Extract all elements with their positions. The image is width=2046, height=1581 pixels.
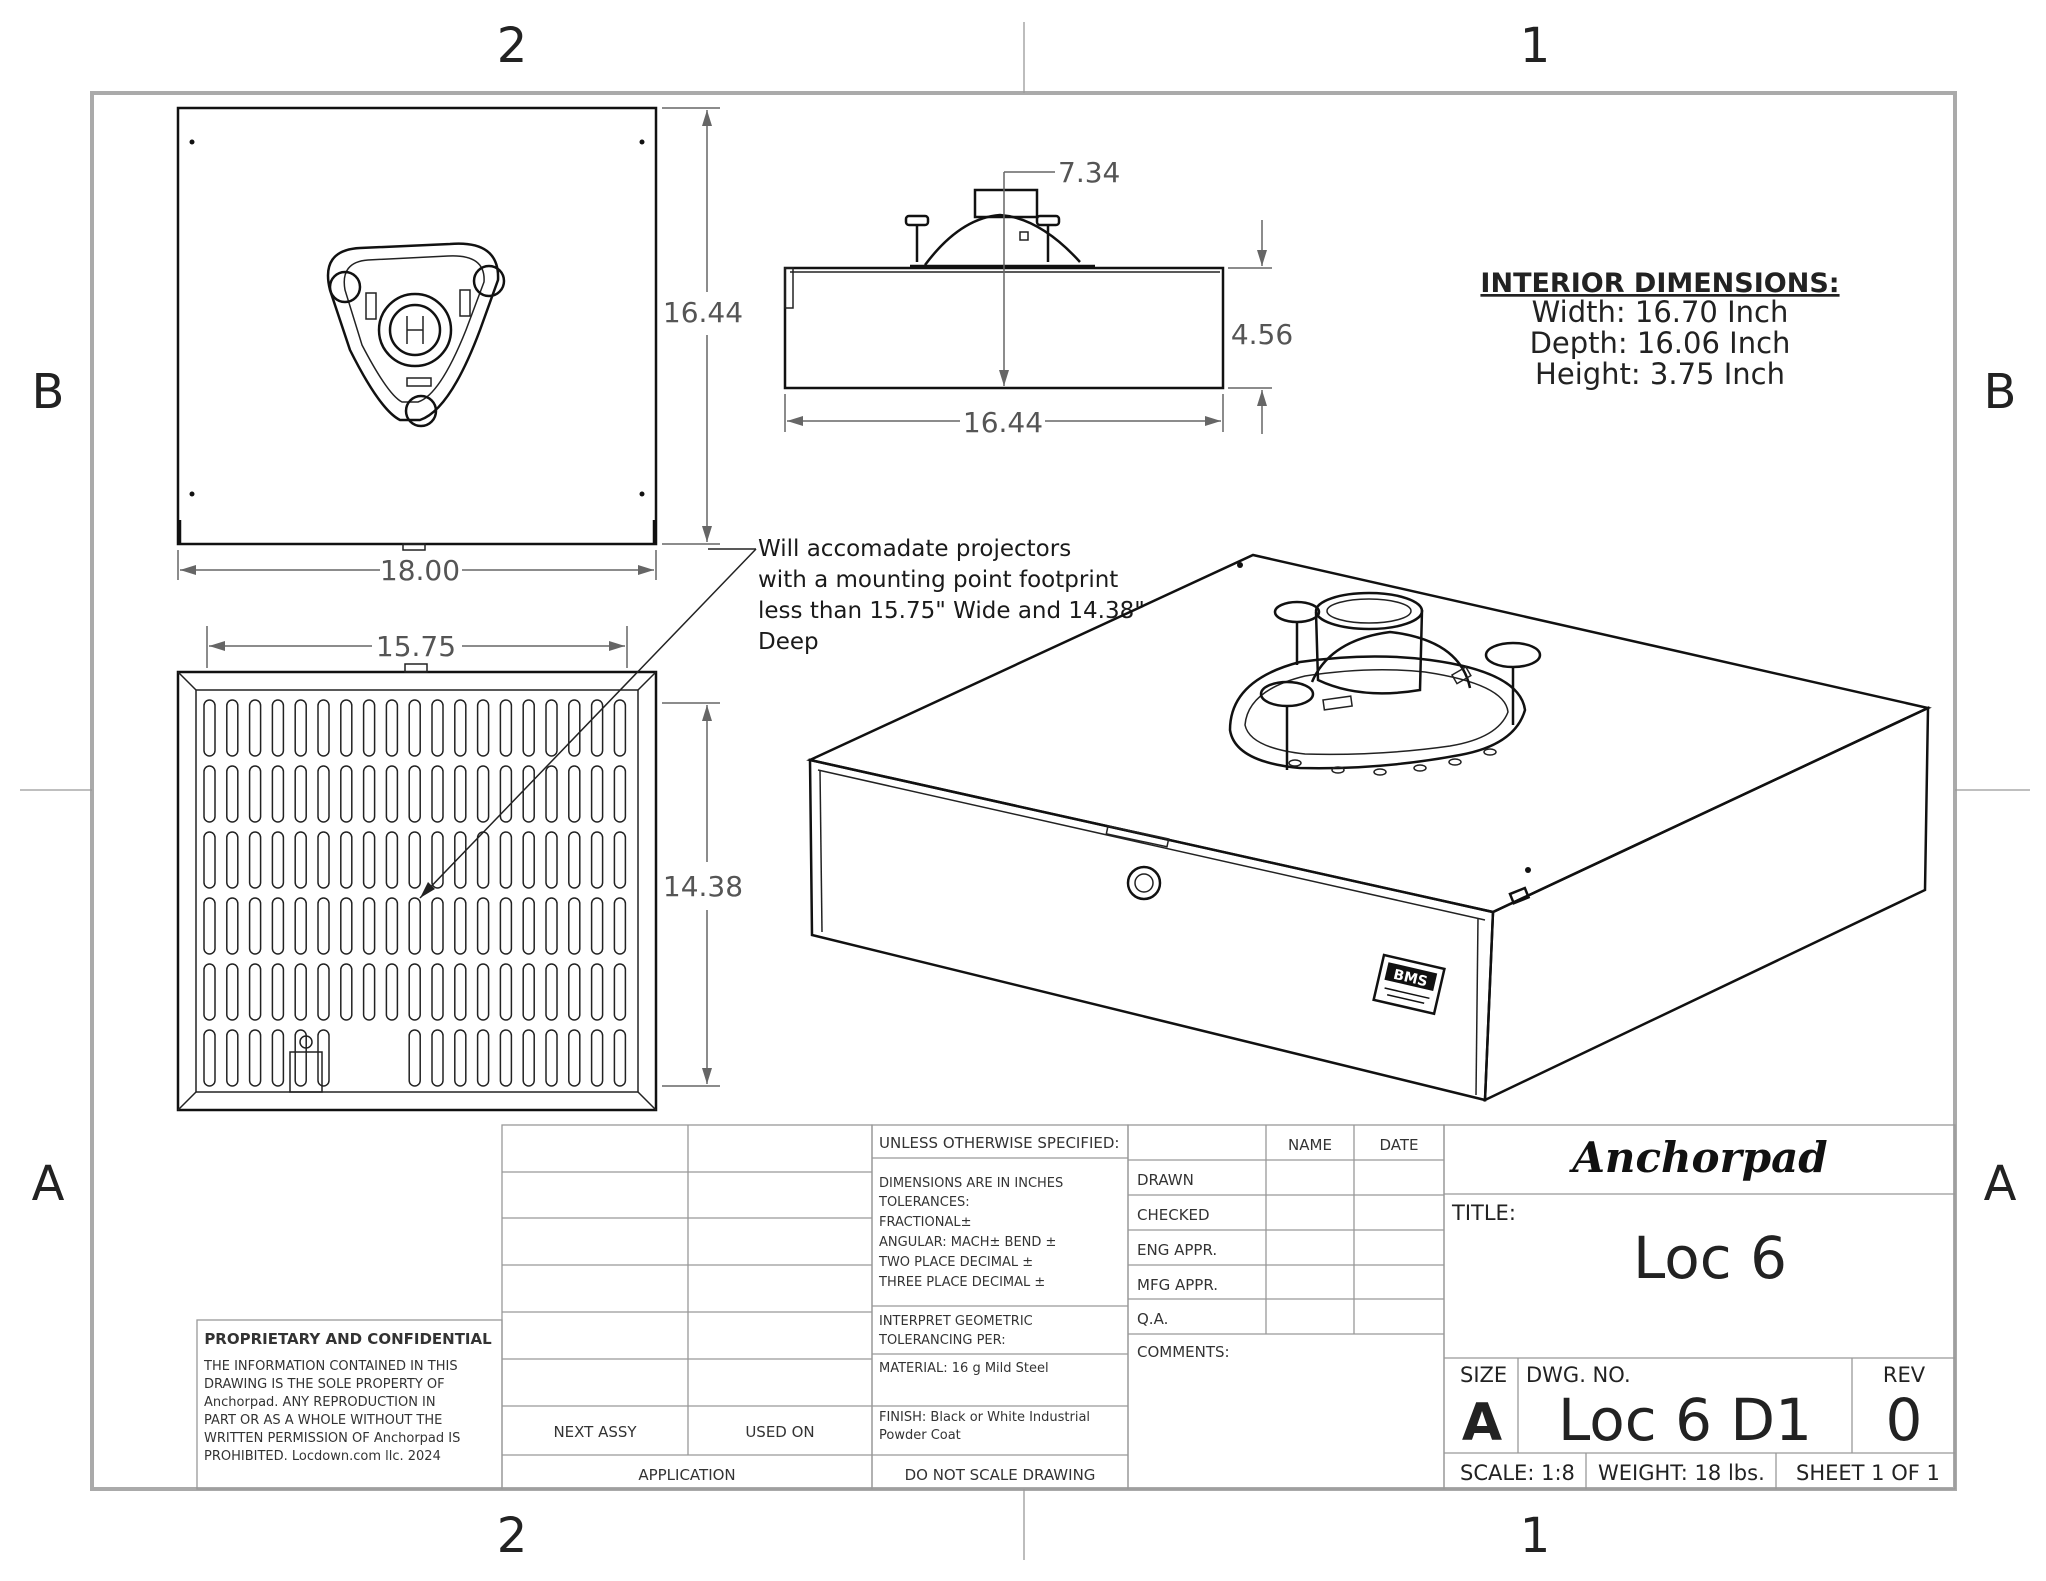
zone-label-right-b: B (1983, 364, 2017, 420)
vent-slot (227, 964, 238, 1020)
vent-slot (272, 766, 283, 822)
title-label: TITLE: (1452, 1201, 1516, 1225)
bottom-view (178, 664, 656, 1110)
vent-slot (500, 898, 511, 954)
vent-slot (204, 832, 215, 888)
spec-line-4: ANGULAR: MACH± BEND ± (879, 1235, 1057, 1250)
vent-slot (569, 898, 580, 954)
vent-slot (432, 964, 443, 1020)
zone-label-left-b: B (31, 364, 65, 420)
approvals-date-header: DATE (1379, 1136, 1419, 1154)
vent-slot (227, 700, 238, 756)
vent-slot (386, 766, 397, 822)
dim-top-view-width: 18.00 (379, 554, 461, 587)
projector-callout (420, 536, 1145, 898)
vent-slot (478, 700, 489, 756)
vent-slot (546, 1030, 557, 1086)
vent-slot (409, 964, 420, 1020)
vent-slot (569, 832, 580, 888)
vent-slot (432, 700, 443, 756)
vent-slot (341, 700, 352, 756)
approval-drawn: DRAWN (1137, 1171, 1194, 1189)
proprietary-heading: PROPRIETARY AND CONFIDENTIAL (204, 1330, 492, 1348)
vent-slot (295, 898, 306, 954)
vent-slot (364, 700, 375, 756)
vent-slot (341, 898, 352, 954)
vent-slot (204, 700, 215, 756)
vent-slot (364, 898, 375, 954)
zone-label-right-a: A (1983, 1156, 2017, 1212)
vent-slot (455, 898, 466, 954)
vent-slot (227, 832, 238, 888)
vent-slot (318, 700, 329, 756)
vent-slot (341, 832, 352, 888)
approval-qa: Q.A. (1137, 1310, 1169, 1328)
vent-slot (546, 700, 557, 756)
vent-slot (569, 766, 580, 822)
vent-slot (409, 1030, 420, 1086)
approval-checked: CHECKED (1137, 1206, 1210, 1224)
dwg-no-value: Loc 6 D1 (1557, 1386, 1813, 1454)
spec-line-1: DIMENSIONS ARE IN INCHES (879, 1176, 1064, 1191)
vent-slot (318, 964, 329, 1020)
vent-slot (523, 964, 534, 1020)
rev-label: REV (1882, 1363, 1926, 1387)
proprietary-line-2: DRAWING IS THE SOLE PROPERTY OF (204, 1377, 445, 1392)
company-logo: Anchorpad (1572, 1133, 1828, 1182)
vent-slot (478, 964, 489, 1020)
finish-line-1: FINISH: Black or White Industrial (879, 1410, 1091, 1425)
vent-slot (500, 832, 511, 888)
interior-heading: INTERIOR DIMENSIONS: (1480, 268, 1840, 299)
vent-slot (386, 964, 397, 1020)
interior-width: Width: 16.70 Inch (1531, 295, 1789, 329)
vent-slot (523, 1030, 534, 1086)
vent-slot (386, 898, 397, 954)
vent-slot (614, 898, 625, 954)
rev-value: 0 (1885, 1386, 1923, 1454)
interior-depth: Depth: 16.06 Inch (1529, 326, 1791, 360)
vent-slot (318, 1030, 329, 1086)
proprietary-line-5: WRITTEN PERMISSION OF Anchorpad IS (204, 1431, 461, 1446)
vent-slot (592, 832, 603, 888)
vent-slot (592, 964, 603, 1020)
dim-side-view-height: 4.56 (1230, 318, 1294, 351)
vent-slot (295, 766, 306, 822)
vent-slot (409, 766, 420, 822)
next-assy-label: NEXT ASSY (553, 1423, 637, 1441)
vent-slot (272, 964, 283, 1020)
vent-slot (455, 766, 466, 822)
vent-slot (250, 700, 261, 756)
vent-slot (523, 766, 534, 822)
vent-slot (364, 766, 375, 822)
vent-slot (500, 1030, 511, 1086)
vent-slot (295, 964, 306, 1020)
approval-mfg: MFG APPR. (1137, 1276, 1218, 1294)
vent-slot (295, 832, 306, 888)
vent-slot (204, 766, 215, 822)
vent-slot (455, 1030, 466, 1086)
dim-side-view-mount: 7.34 (1058, 156, 1121, 189)
side-view-dimensions (785, 172, 1272, 434)
vent-slot (455, 964, 466, 1020)
vent-slot (227, 898, 238, 954)
vent-slot (227, 1030, 238, 1086)
vent-slot (204, 1030, 215, 1086)
vent-slot (250, 832, 261, 888)
material-label: MATERIAL: 16 g Mild Steel (879, 1361, 1049, 1376)
vent-slot (409, 898, 420, 954)
zone-label-left-a: A (31, 1156, 65, 1212)
vent-slot (272, 1030, 283, 1086)
proprietary-line-6: PROHIBITED. Locdown.com llc. 2024 (204, 1449, 441, 1464)
vent-slot (614, 766, 625, 822)
vent-slot (204, 964, 215, 1020)
vent-slot (614, 964, 625, 1020)
callout-line-4: Deep (758, 629, 819, 655)
dim-top-view-depth: 16.44 (662, 296, 744, 329)
vent-slot (250, 766, 261, 822)
callout-line-1: Will accomadate projectors (758, 536, 1072, 562)
application-label: APPLICATION (638, 1466, 736, 1484)
dim-bottom-view-width: 15.75 (375, 630, 457, 663)
drawing-title: Loc 6 (1632, 1224, 1788, 1292)
finish-line-2: Powder Coat (879, 1428, 961, 1443)
size-value: A (1461, 1393, 1503, 1453)
vent-slot (250, 964, 261, 1020)
vent-slot (478, 1030, 489, 1086)
zone-label-bottom-1: 1 (1519, 1508, 1551, 1564)
zone-label-top-1: 1 (1519, 18, 1551, 74)
vent-slot (318, 832, 329, 888)
vent-slot (500, 700, 511, 756)
spec-line-3: FRACTIONAL± (879, 1215, 972, 1230)
vent-slots (204, 700, 625, 1086)
vent-slot (318, 766, 329, 822)
vent-slot (318, 898, 329, 954)
vent-slot (569, 700, 580, 756)
vent-slot (272, 700, 283, 756)
approval-eng: ENG APPR. (1137, 1241, 1218, 1259)
vent-slot (523, 898, 534, 954)
zone-label-top-2: 2 (496, 18, 528, 74)
unless-specified: UNLESS OTHERWISE SPECIFIED: (879, 1134, 1120, 1152)
approvals-name-header: NAME (1288, 1136, 1332, 1154)
vent-slot (432, 766, 443, 822)
vent-slot (341, 964, 352, 1020)
vent-slot (523, 832, 534, 888)
vent-slot (272, 832, 283, 888)
zone-label-bottom-2: 2 (496, 1508, 528, 1564)
badge-label: BMS (1391, 966, 1430, 991)
vent-slot (592, 766, 603, 822)
vent-slot (272, 898, 283, 954)
vent-slot (569, 1030, 580, 1086)
proprietary-line-4: PART OR AS A WHOLE WITHOUT THE (204, 1413, 443, 1428)
vent-slot (614, 700, 625, 756)
vent-slot (592, 700, 603, 756)
vent-slot (478, 898, 489, 954)
vent-slot (614, 1030, 625, 1086)
interpret-line-2: TOLERANCING PER: (879, 1333, 1006, 1348)
isometric-view (810, 555, 1928, 1100)
vent-slot (478, 832, 489, 888)
proprietary-line-3: Anchorpad. ANY REPRODUCTION IN (204, 1395, 436, 1410)
interpret-line-1: INTERPRET GEOMETRIC (879, 1314, 1033, 1329)
size-label: SIZE (1460, 1363, 1508, 1387)
sheet-label: SHEET 1 OF 1 (1796, 1461, 1940, 1485)
vent-slot (204, 898, 215, 954)
vent-slot (409, 700, 420, 756)
vent-slot (478, 766, 489, 822)
vent-slot (592, 1030, 603, 1086)
vent-slot (432, 898, 443, 954)
vent-slot (546, 964, 557, 1020)
vent-slot (250, 1030, 261, 1086)
vent-slot (592, 898, 603, 954)
vent-slot (386, 832, 397, 888)
dwg-no-label: DWG. NO. (1526, 1363, 1631, 1387)
interior-dimensions-note (1480, 268, 1839, 391)
spec-line-6: THREE PLACE DECIMAL ± (879, 1275, 1046, 1290)
vent-slot (386, 700, 397, 756)
vent-slot (500, 964, 511, 1020)
dim-side-view-width: 16.44 (962, 406, 1044, 439)
vent-slot (614, 832, 625, 888)
vent-slot (409, 832, 420, 888)
vent-slot (364, 964, 375, 1020)
weight-label: WEIGHT: 18 lbs. (1598, 1461, 1765, 1485)
vent-slot (546, 766, 557, 822)
interior-height: Height: 3.75 Inch (1535, 357, 1785, 391)
vent-slot (546, 898, 557, 954)
spec-line-2: TOLERANCES: (879, 1195, 970, 1210)
proprietary-line-1: THE INFORMATION CONTAINED IN THIS (204, 1359, 458, 1374)
vent-slot (295, 700, 306, 756)
vent-slot (227, 766, 238, 822)
vent-slot (569, 964, 580, 1020)
vent-slot (341, 766, 352, 822)
callout-line-3: less than 15.75" Wide and 14.38" (758, 598, 1145, 624)
vent-slot (546, 832, 557, 888)
scale-label: SCALE: 1:8 (1460, 1461, 1575, 1485)
do-not-scale: DO NOT SCALE DRAWING (904, 1466, 1096, 1484)
top-view (178, 108, 656, 550)
used-on-label: USED ON (745, 1423, 815, 1441)
dim-bottom-view-depth: 14.38 (662, 870, 744, 903)
vent-slot (364, 832, 375, 888)
callout-line-2: with a mounting point footprint (758, 567, 1119, 593)
spec-line-5: TWO PLACE DECIMAL ± (879, 1255, 1034, 1270)
vent-slot (250, 898, 261, 954)
comments-label: COMMENTS: (1137, 1343, 1230, 1361)
vent-slot (523, 700, 534, 756)
vent-slot (432, 1030, 443, 1086)
vent-slot (455, 700, 466, 756)
